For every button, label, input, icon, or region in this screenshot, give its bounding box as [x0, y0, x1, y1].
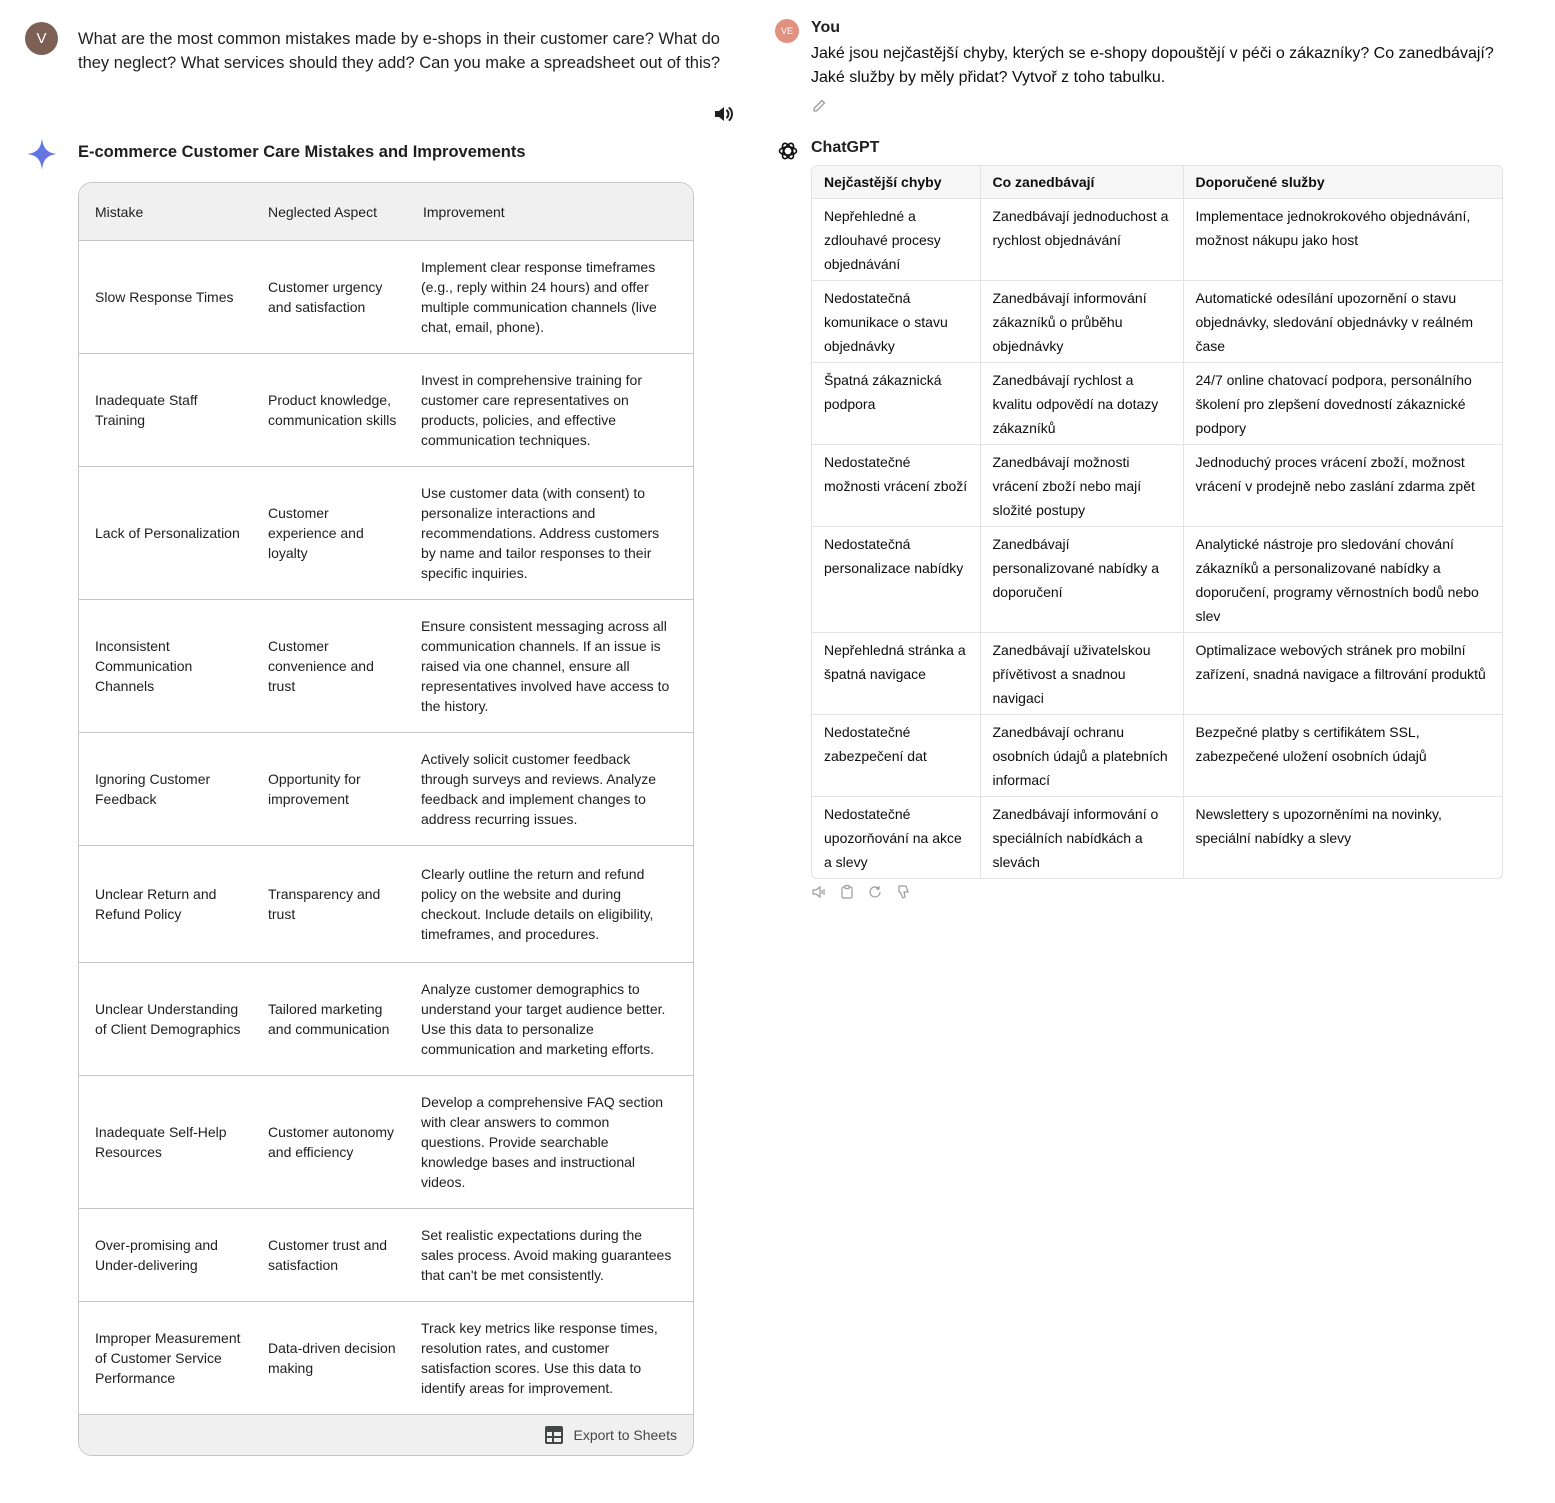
table-cell: Customer trust and satisfaction — [252, 1209, 407, 1302]
table-row — [79, 241, 693, 354]
table-row — [79, 467, 693, 600]
table-row — [812, 363, 1502, 445]
table-cell: Over-promising and Under-delivering — [79, 1209, 252, 1302]
table-cell: Zanedbávají informování zákazníků o průběhu objednávky — [980, 281, 1183, 363]
table-cell: Ensure consistent messaging across all communication channels. If an issue is raised via one channel, ensure all representatives involved have access to the history. — [407, 600, 693, 733]
table-row — [79, 733, 693, 846]
table-row — [812, 445, 1502, 527]
column-header: Neglected Aspect — [252, 183, 407, 241]
table-footer — [79, 1414, 693, 1455]
table-cell: Zanedbávají uživatelskou přívětivost a snadnou navigaci — [980, 633, 1183, 715]
table-cell: Transparency and trust — [252, 846, 407, 963]
table-cell: Analytické nástroje pro sledování chování zákazníků a personalizované nabídky a doporučení, programy věrnostních bodů nebo slev — [1183, 527, 1502, 633]
table-cell: 24/7 online chatovací podpora, personálního školení pro zlepšení dovedností zákaznické podpory — [1183, 363, 1502, 445]
table-cell: Zanedbávají jednoduchost a rychlost objednávání — [980, 199, 1183, 281]
table-row — [79, 963, 693, 1076]
table-cell: Jednoduchý proces vrácení zboží, možnost vrácení v prodejně nebo zaslání zdarma zpět — [1183, 445, 1502, 527]
column-header: Mistake — [79, 183, 252, 241]
table-header-row — [812, 166, 1502, 199]
table-cell: Inadequate Self-Help Resources — [79, 1076, 252, 1209]
table-cell: Unclear Return and Refund Policy — [79, 846, 252, 963]
table-cell: Newslettery s upozorněními na novinky, speciální nabídky a slevy — [1195, 806, 1442, 846]
message-actions — [811, 884, 911, 900]
table-cell: Zanedbávají ochranu osobních údajů a platebních informací — [980, 715, 1183, 797]
table-cell: Nedostatečná komunikace o stavu objednávky — [812, 281, 980, 363]
assistant-name: ChatGPT — [811, 139, 880, 156]
table-cell: Unclear Understanding of Client Demographics — [79, 963, 252, 1076]
table-row — [79, 600, 693, 733]
table-cell: Tailored marketing and communication — [252, 963, 407, 1076]
table-cell: Analyze customer demographics to understand your target audience better. Use this data to personalize communication and marketing efforts. — [407, 963, 693, 1076]
table-cell: Nedostatečné možnosti vrácení zboží — [812, 445, 980, 527]
table-cell: Lack of Personalization — [79, 467, 252, 600]
column-header: Nejčastější chyby — [812, 166, 980, 199]
table-cell: Nedostatečná personalizace nabídky — [812, 527, 980, 633]
table-cell: Zanedbávají rychlost a kvalitu odpovědí na dotazy zákazníků — [980, 363, 1183, 445]
table-cell: Optimalizace webových stránek pro mobilní zařízení, snadná navigace a filtrování produktů — [1183, 633, 1502, 715]
user-message: Jaké jsou nejčastější chyby, kterých se e-shopy dopouštějí v péči o zákazníky? Co zanedbávají? Jaké služby by měly přidat? Vytvoř z toho tabulku. — [811, 45, 1494, 86]
table-row — [812, 527, 1502, 633]
table-cell: Špatná zákaznická podpora — [812, 363, 980, 445]
chatgpt-table — [811, 165, 1503, 879]
table-cell: Zanedbávají možnosti vrácení zboží nebo mají složité postupy — [980, 445, 1183, 527]
table-cell: Inadequate Staff Training — [79, 354, 252, 467]
copy-icon[interactable] — [839, 884, 855, 900]
user-prompt: What are the most common mistakes made by e-shops in their customer care? What do they neglect? What services should they add? Can you make a spreadsheet out of this? — [78, 30, 721, 72]
gemini-table — [78, 182, 694, 1456]
sheets-icon — [545, 1426, 563, 1444]
export-label: Export to Sheets — [573, 1427, 677, 1443]
table-cell: Ignoring Customer Feedback — [79, 733, 252, 846]
table-row — [79, 846, 693, 963]
table-cell: Customer convenience and trust — [252, 600, 407, 733]
table-cell: Nepřehledná stránka a špatná navigace — [812, 633, 980, 715]
table-row — [812, 633, 1502, 715]
table-row — [79, 1302, 693, 1415]
table-row — [812, 715, 1502, 797]
read-aloud-icon[interactable] — [711, 102, 735, 126]
table-cell: Actively solicit customer feedback through surveys and reviews. Analyze feedback and implement changes to address recurring issues. — [407, 733, 693, 846]
export-to-sheets-button[interactable] — [545, 1426, 677, 1444]
column-header: Improvement — [407, 183, 693, 241]
table-cell: Bezpečné platby s certifikátem SSL, zabezpečené uložení osobních údajů — [1183, 715, 1502, 797]
table-cell: Invest in comprehensive training for customer care representatives on products, policies, and effective communication techniques. — [407, 354, 693, 467]
gemini-sparkle-icon — [26, 137, 58, 171]
gemini-conversation — [0, 0, 760, 1503]
table-cell: Data-driven decision making — [252, 1302, 407, 1415]
table-cell: Zanedbávají personalizované nabídky a doporučení — [980, 527, 1183, 633]
table-row — [79, 354, 693, 467]
table-row — [79, 1076, 693, 1209]
read-aloud-icon[interactable] — [811, 884, 827, 900]
response-title: E-commerce Customer Care Mistakes and Improvements — [78, 143, 526, 161]
table-row — [812, 797, 1502, 879]
table-cell: Opportunity for improvement — [252, 733, 407, 846]
table-cell: Implement clear response timeframes (e.g., reply within 24 hours) and offer multiple communication channels (live chat, email, phone). — [407, 241, 693, 354]
table-cell: Automatické odesílání upozornění o stavu objednávky, sledování objednávky v reálném čase — [1183, 281, 1502, 363]
table-cell: Develop a comprehensive FAQ section with clear answers to common questions. Provide searchable knowledge bases and instructional videos. — [407, 1076, 693, 1209]
table-cell: Set realistic expectations during the sales process. Avoid making guarantees that can't be met consistently. — [407, 1209, 693, 1302]
table-row — [812, 281, 1502, 363]
user-name: You — [811, 19, 841, 36]
column-header: Doporučené služby — [1183, 166, 1502, 199]
table-cell: Track key metrics like response times, resolution rates, and customer satisfaction scores. Use this data to identify areas for improvement. — [407, 1302, 693, 1415]
user-avatar[interactable]: VE — [775, 19, 799, 43]
table-row — [79, 1209, 693, 1302]
edit-pencil-icon[interactable] — [811, 98, 827, 114]
table-cell: Zanedbávají informování o speciálních nabídkách a slevách — [980, 797, 1183, 879]
table-cell: Customer experience and loyalty — [252, 467, 407, 600]
table-cell: Inconsistent Communication Channels — [79, 600, 252, 733]
column-header: Co zanedbávají — [980, 166, 1183, 199]
table-header-row — [79, 183, 693, 241]
table-cell: Use customer data (with consent) to personalize interactions and recommendations. Address customers by name and tailor responses to their specific inquiries. — [407, 467, 693, 600]
table-cell: Nepřehledné a zdlouhavé procesy objednávání — [812, 199, 980, 281]
table-cell: Slow Response Times — [79, 241, 252, 354]
table-cell: Nedostatečné zabezpečení dat — [812, 715, 980, 797]
table-cell: Nedostatečné upozorňování na akce a slevy — [812, 797, 980, 879]
table-cell: Customer urgency and satisfaction — [252, 241, 407, 354]
table-row — [812, 199, 1502, 281]
table-cell: Implementace jednokrokového objednávání, možnost nákupu jako host — [1183, 199, 1502, 281]
thumbs-down-icon[interactable] — [895, 884, 911, 900]
table-cell: Customer autonomy and efficiency — [252, 1076, 407, 1209]
chatgpt-conversation — [770, 0, 1555, 1503]
user-avatar[interactable]: V — [25, 22, 58, 55]
chatgpt-logo-icon — [777, 140, 799, 162]
table-cell: Improper Measurement of Customer Service Performance — [79, 1302, 252, 1415]
regenerate-icon[interactable] — [867, 884, 883, 900]
table-cell: Product knowledge, communication skills — [252, 354, 407, 467]
table-cell: Clearly outline the return and refund policy on the website and during checkout. Include details on eligibility, timeframes, and procedures. — [407, 846, 693, 963]
